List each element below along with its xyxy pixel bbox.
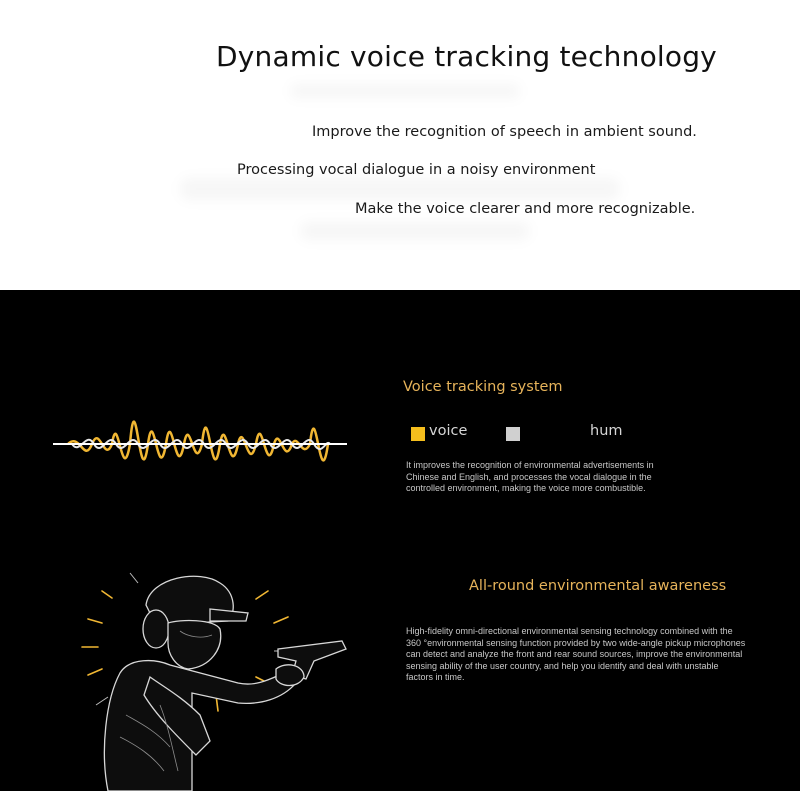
voice-tracking-title: Voice tracking system (403, 379, 563, 395)
page-title: Dynamic voice tracking technology (216, 40, 717, 73)
hum-legend-swatch (506, 427, 520, 441)
awareness-title: All-round environmental awareness (469, 578, 727, 594)
awareness-description: High-fidelity omni-directional environmental sensing technology combined with the 360 °environmental sensing function provided by two wide-angle pickup microphones can detect and analyze the front and rear sound sources, improve the environmental sensing ability of the user country, and help you identify and deal with unstable factors in time. (406, 626, 746, 682)
header-line-1: Improve the recognition of speech in ambient sound. (312, 124, 697, 140)
waveform-graphic (50, 372, 350, 514)
soldier-illustration (60, 565, 360, 791)
header-line-3: Make the voice clearer and more recognizable. (355, 201, 696, 217)
voice-tracking-description: It improves the recognition of environmental advertisements in Chinese and English, and processes the vocal dialogue in the controlled environment, making the voice more combustible. (406, 460, 654, 493)
hum-legend-label: hum (590, 423, 623, 439)
faded-background-text (290, 84, 520, 98)
header-section (0, 0, 800, 290)
header-line-2: Processing vocal dialogue in a noisy environment (237, 162, 596, 178)
faded-background-text (300, 222, 530, 240)
voice-legend-swatch (411, 427, 425, 441)
voice-legend-label: voice (429, 423, 468, 439)
faded-background-text (180, 178, 620, 200)
